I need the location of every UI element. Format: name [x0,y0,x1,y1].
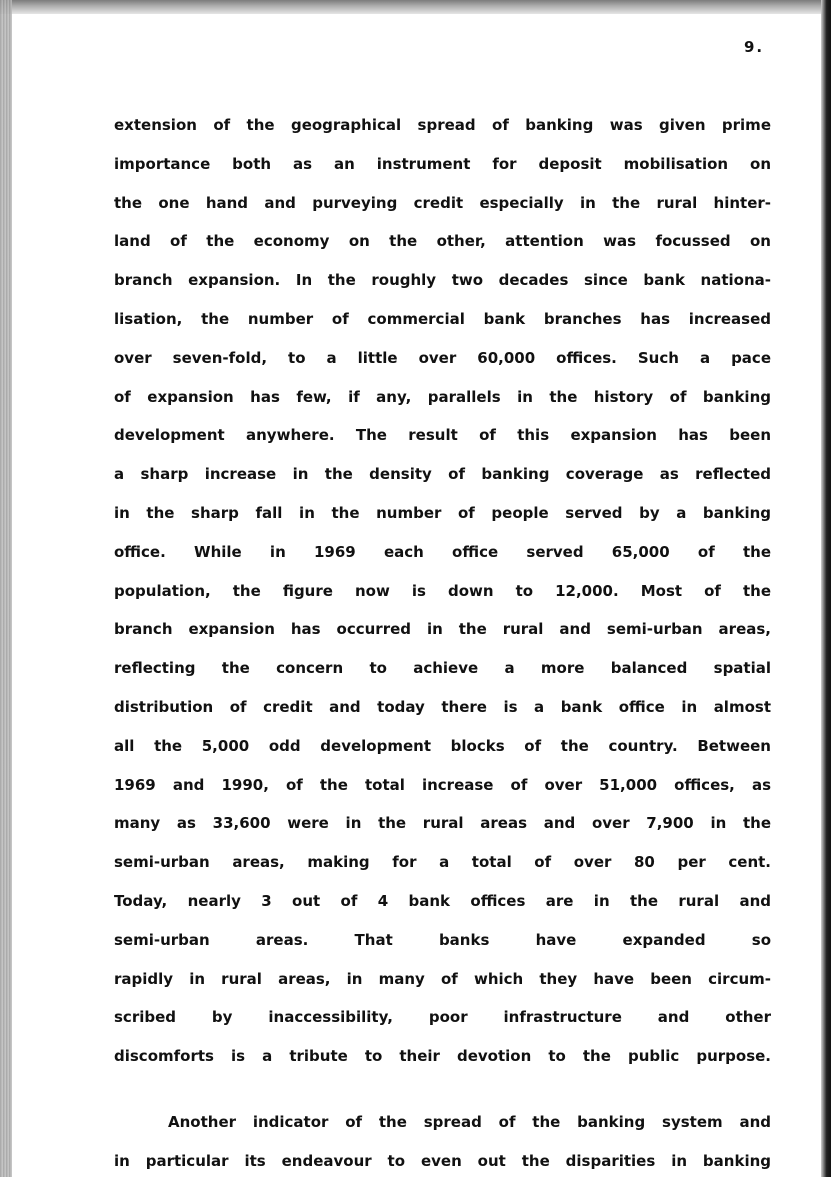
scan-right-edge [821,0,831,1177]
page-number: 9. [744,38,765,56]
paragraph [114,1103,771,1181]
text-line: development anywhere. The result of this expansion has been [114,426,771,445]
text-line: Today, nearly 3 out of 4 bank offices are in the rural and [114,891,771,910]
text-line: land of the economy on the other, attention was focussed on [114,232,771,251]
text-line: the one hand and purveying credit especially in the rural hinter- [114,193,771,212]
text-line: all the 5,000 odd development blocks of the country. Between [114,736,771,755]
text-line: branch expansion. In the roughly two decades since bank nationa- [114,271,771,290]
text-line: population, the figure now is down to 12,000. Most of the [114,581,771,600]
text-line: scribed by inaccessibility, poor infrastructure and other [114,1008,771,1027]
text-line: Another indicator of the spread of the banking system and [168,1113,771,1131]
scan-top-edge [0,0,831,14]
text-line: many as 33,600 were in the rural areas and over 7,900 in the [114,814,771,833]
text-line: office. While in 1969 each office served 65,000 of the [114,542,771,561]
text-line: importance both as an instrument for deposit mobilisation on [114,154,771,173]
scan-left-edge [0,0,12,1177]
text-line: 1969 and 1990, of the total increase of over 51,000 offices, as [114,775,771,794]
text-line: branch expansion has occurred in the rural and semi-urban areas, [114,620,771,639]
text-line: lisation, the number of commercial bank branches has increased [114,309,771,328]
text-line: rapidly in rural areas, in many of which they have been circum- [114,969,771,988]
text-line: a sharp increase in the density of banking coverage as reflected [114,465,771,484]
text-line: in particular its endeavour to even out the disparities in banking [114,1151,771,1170]
text-line: reflecting the concern to achieve a more balanced spatial [114,659,771,678]
text-line: over seven-fold, to a little over 60,000 offices. Such a pace [114,348,771,367]
paragraph [114,106,771,1076]
text-line: distribution of credit and today there is a bank office in almost [114,697,771,716]
text-line: discomforts is a tribute to their devotion to the public purpose. [114,1047,771,1066]
text-line: of expansion has few, if any, parallels in the history of banking [114,387,771,406]
text-line: semi-urban areas. That banks have expanded so [114,930,771,949]
text-line: semi-urban areas, making for a total of over 80 per cent. [114,853,771,872]
text-line: in the sharp fall in the number of people served by a banking [114,503,771,522]
text-line: extension of the geographical spread of banking was given prime [114,116,771,134]
